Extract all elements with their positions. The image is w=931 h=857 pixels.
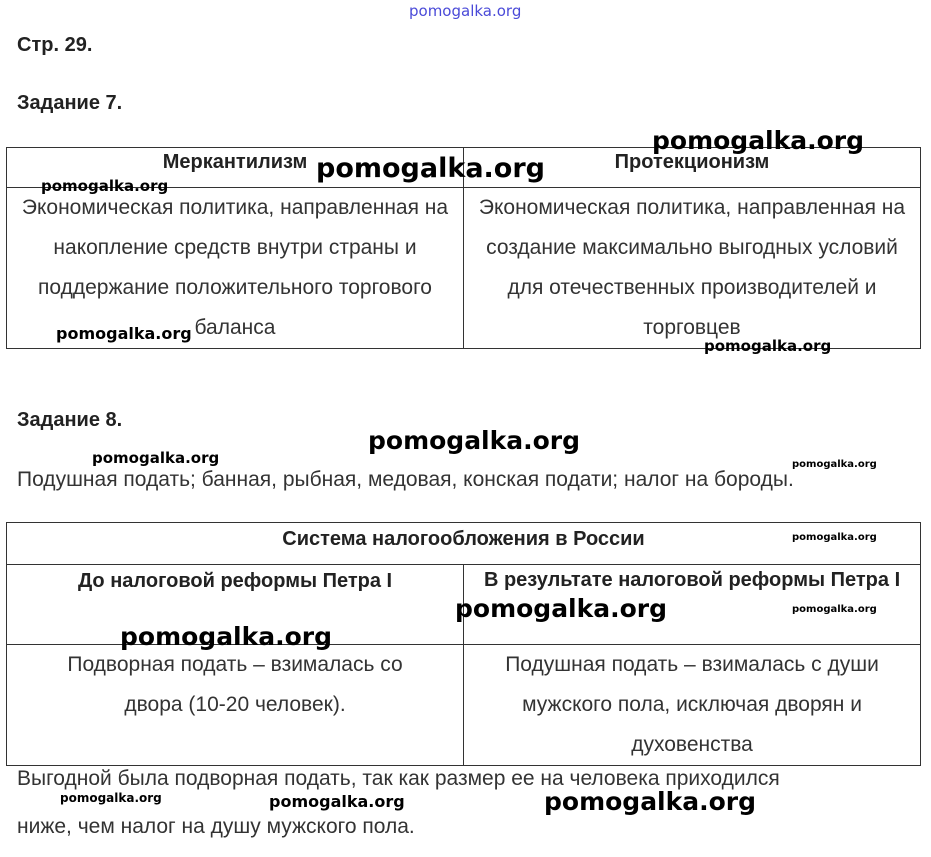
watermark: pomogalka.org <box>792 604 877 615</box>
watermark: pomogalka.org <box>120 622 333 651</box>
task7-heading: Задание 7. <box>17 92 123 114</box>
task8-conclusion-line1: Выгодной была подворная подать, так как размер ее на человека приходился <box>17 767 780 790</box>
watermark: pomogalka.org <box>652 126 865 155</box>
task8-conclusion-line2: ниже, чем налог на душу мужского пола. <box>17 815 415 838</box>
task8-heading: Задание 8. <box>17 409 123 431</box>
watermark: pomogalka.org <box>792 459 877 470</box>
task7-col2-text: Экономическая политика, направленная на создание максимально выгодных условий для отечественных производителей и торговцев <box>478 196 906 339</box>
task8-col1-header: До налоговой реформы Петра I <box>77 570 393 592</box>
watermark: pomogalka.org <box>41 177 169 195</box>
task8-table-title: Система налогообложения в России <box>282 528 645 550</box>
task8-col2-header: В результате налоговой реформы Петра I <box>483 569 901 591</box>
watermark: pomogalka.org <box>792 532 877 543</box>
watermark: pomogalka.org <box>269 792 405 811</box>
task8-intro: Подушная подать; банная, рыбная, медовая, конская подати; налог на бороды. <box>17 468 794 491</box>
watermark: pomogalka.org <box>704 337 832 355</box>
watermark: pomogalka.org <box>92 449 220 467</box>
task7-col1-header: Меркантилизм <box>162 151 308 173</box>
watermark: pomogalka.org <box>60 791 162 805</box>
watermark: pomogalka.org <box>316 153 545 184</box>
watermark: pomogalka.org <box>455 594 668 623</box>
task8-col2-text: Подушная подать – взималась с души мужского пола, исключая дворян и духовенства <box>505 653 879 756</box>
task7-col2-cell <box>463 188 920 349</box>
page-label: Стр. 29. <box>17 34 93 56</box>
task7-col2-header: Протекционизм <box>614 151 770 173</box>
task8-col2-cell <box>464 645 921 766</box>
task7-col1-text: Экономическая политика, направленная на накопление средств внутри страны и поддержание положительного торгового баланса <box>21 196 449 339</box>
task8-col1-cell <box>7 645 464 766</box>
watermark: pomogalka.org <box>56 324 192 343</box>
task8-col1-text: Подворная подать – взималась со двора (10-20 человек). <box>67 653 403 716</box>
watermark: pomogalka.org <box>544 787 757 816</box>
watermark-top: pomogalka.org <box>409 2 522 20</box>
watermark: pomogalka.org <box>368 426 581 455</box>
